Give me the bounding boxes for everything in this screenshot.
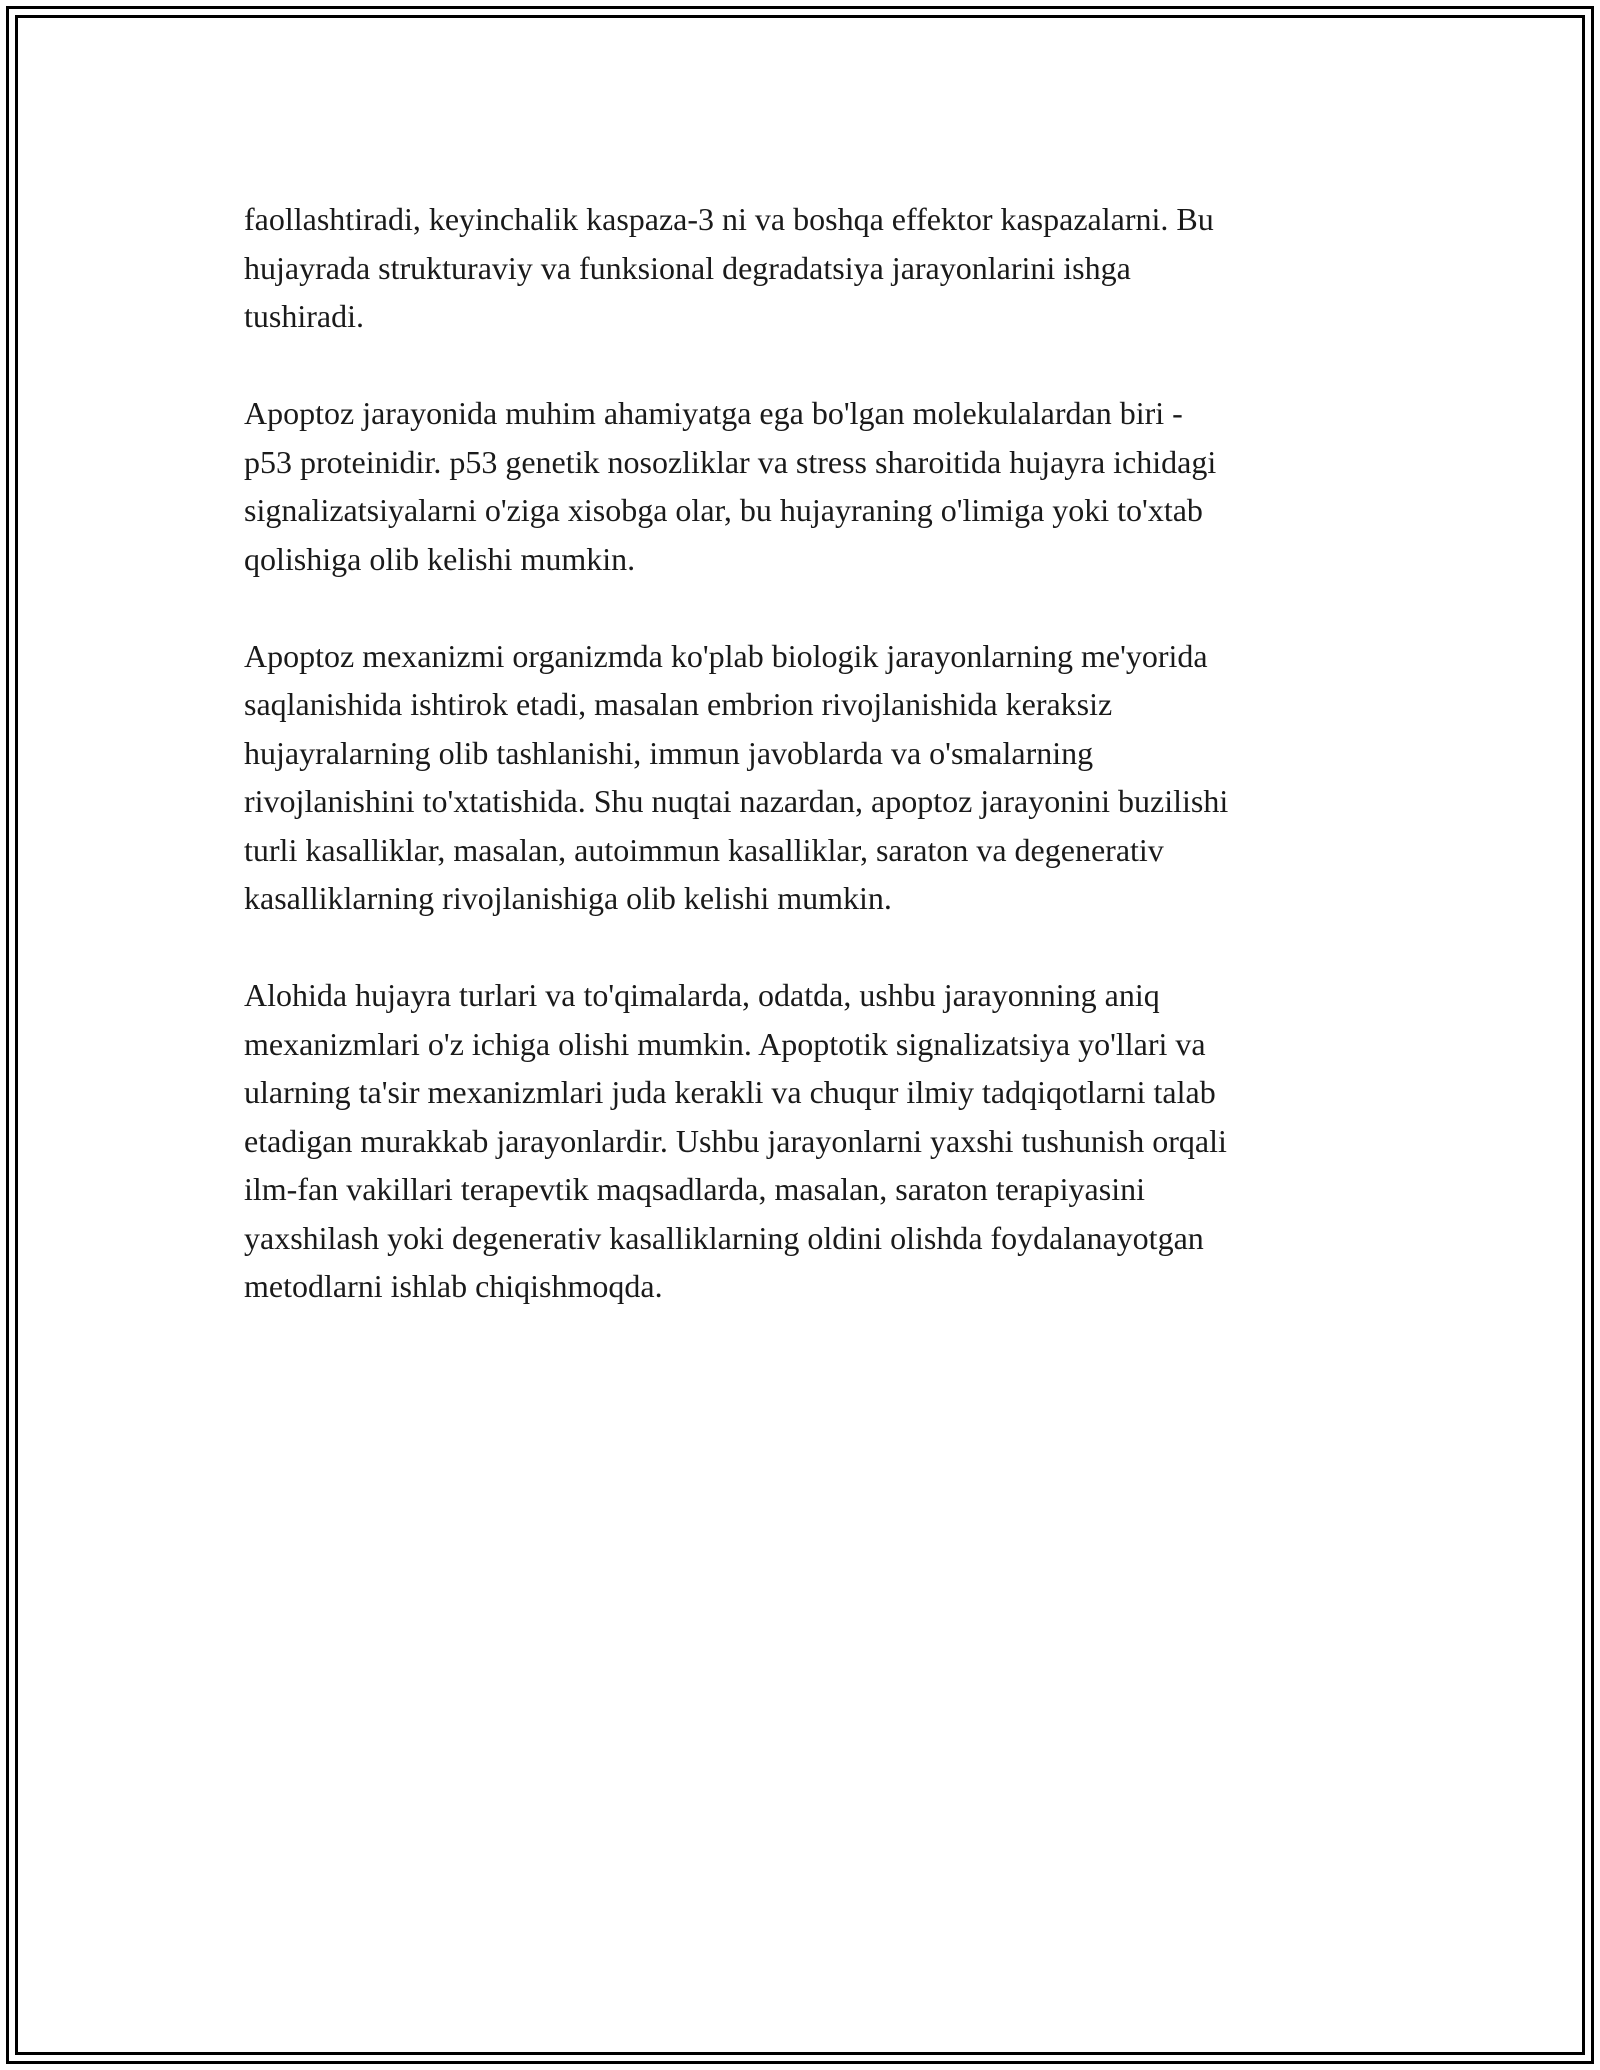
paragraph-apoptoz-mexanizmi: Apoptoz mexanizmi organizmda ko'plab biologik jarayonlarning me'yorida saqlanishida ishtirok etadi, masalan embrion rivojlanishida keraksiz hujayralarning olib tashlanishi, immun javoblarda va o'smalarning rivojlanishini to'xtatishida. Shu nuqtai nazardan, apoptoz jarayonini buzilishi turli kasalliklar, masalan, autoimmun kasalliklar, saraton va degenerativ kasalliklarning rivojlanishiga olib kelishi mumkin. xyxy=(244,637,1229,916)
page-frame xyxy=(6,6,1594,2064)
paragraph-signalizatsiya: Alohida hujayra turlari va to'qimalarda, odatda, ushbu jarayonning aniq mexanizmlari o'z ichiga olishi mumkin. Apoptotik signalizatsiya yo'llari va ularning ta'sir mexanizmlari juda kerakli va chuqur ilmiy tadqiqotlarni talab etadigan murakkab jarayonlardir. Ushbu jarayonlarni yaxshi tushunish orqali ilm-fan vakillari terapevtik maqsadlarda, masalan, saraton terapiyasini yaxshilash yoki degenerativ kasalliklarning oldini olishda foydalanayotgan metodlarni ishlab chiqishmoqda. xyxy=(244,977,1227,1304)
paragraph-kaspaza: faollashtiradi, keyinchalik kaspaza-3 ni va boshqa effektor kaspazalarni. Bu hujayrada strukturaviy va funksional degradatsiya jarayonlarini ishga tushiradi. xyxy=(244,201,1214,334)
document-body xyxy=(244,195,1394,1359)
paragraph-p53: Apoptoz jarayonida muhim ahamiyatga ega bo'lgan molekulalardan biri - p53 proteinidir. p53 genetik nosozliklar va stress sharoitida hujayra ichidagi signalizatsiyalarni o'ziga xisobga olar, bu hujayraning o'limiga yoki to'xtab qolishiga olib kelishi mumkin. xyxy=(244,395,1217,577)
